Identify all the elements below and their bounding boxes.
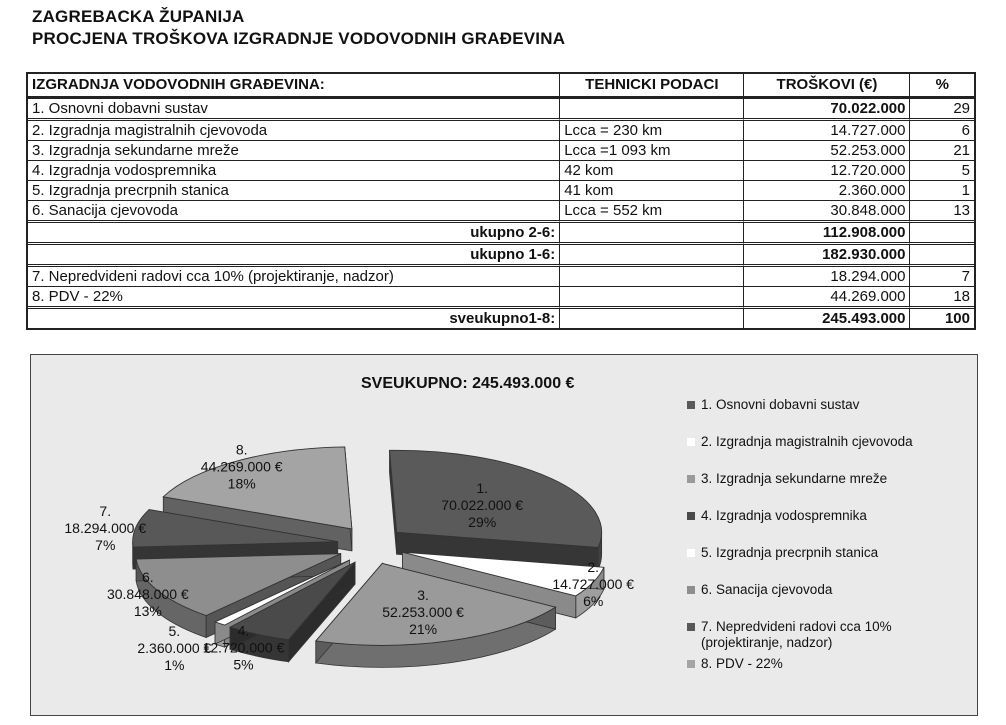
row-cost-cell: 12.720.000 xyxy=(744,161,910,181)
table-row xyxy=(28,287,974,309)
grand-total-label: sveukupno1-8: xyxy=(28,309,560,328)
legend-item xyxy=(687,397,859,413)
row-tech-cell: 42 kom xyxy=(560,161,744,181)
row-name-cell: 3. Izgradnja sekundarne mreže xyxy=(28,141,560,161)
legend-item xyxy=(687,508,867,524)
report-header xyxy=(32,6,565,50)
chart-title: SVEUKUPNO: 245.493.000 € xyxy=(361,375,575,392)
header-title-line1: ZAGREBACKA ŽUPANIJA xyxy=(32,7,245,26)
row-cost-cell: 30.848.000 xyxy=(744,201,910,223)
legend-swatch xyxy=(687,475,695,483)
header-title-line2: PROCJENA TROŠKOVA IZGRADNJE VODOVODNIH GRAĐEVINA xyxy=(32,29,566,48)
legend-item xyxy=(687,434,913,450)
row-percent-cell: 7 xyxy=(910,267,974,287)
row-tech-cell xyxy=(560,309,744,328)
slice-data-label: 5. 2.360.000 € 1% xyxy=(137,622,212,673)
legend-item xyxy=(687,545,878,561)
grand-total-row xyxy=(28,309,974,328)
row-tech-cell: Lcca = 552 km xyxy=(560,201,744,223)
column-header-percent: % xyxy=(910,74,974,97)
row-name-cell: 8. PDV - 22% xyxy=(28,287,560,309)
legend-label: 5. Izgradnja precrpnih stanica xyxy=(701,545,879,560)
row-percent-cell xyxy=(910,223,974,245)
row-cost-cell: 2.360.000 xyxy=(744,181,910,201)
legend-swatch xyxy=(687,512,695,520)
legend-swatch xyxy=(687,660,695,668)
table-row xyxy=(28,141,974,161)
row-tech-cell xyxy=(560,97,744,121)
legend-item xyxy=(687,656,783,672)
column-header-tech: TEHNICKI PODACI xyxy=(560,74,744,97)
row-percent-cell: 18 xyxy=(910,287,974,309)
row-cost-cell: 52.253.000 xyxy=(744,141,910,161)
table-row xyxy=(28,201,974,223)
row-tech-cell xyxy=(560,287,744,309)
table-header-row xyxy=(28,74,974,97)
table-row xyxy=(28,181,974,201)
row-percent-cell: 5 xyxy=(910,161,974,181)
slice-data-label: 2. 14.727.000 € 6% xyxy=(552,559,635,610)
subtotal-label: ukupno 2-6: xyxy=(28,223,560,245)
slice-data-label: 8. 44.269.000 € 18% xyxy=(200,441,283,492)
grand-total-percent: 100 xyxy=(944,309,970,327)
row-percent-cell: 29 xyxy=(910,97,974,121)
cost-table xyxy=(26,72,976,330)
subtotal-value: 182.930.000 xyxy=(744,245,910,267)
row-tech-cell xyxy=(560,223,744,245)
legend-label: 7. Nepredvideni radovi cca 10% (projektiranje, nadzor) xyxy=(701,619,892,650)
column-header-name: IZGRADNJA VODOVODNIH GRAĐEVINA: xyxy=(28,74,560,97)
legend-swatch xyxy=(687,623,695,631)
table-row xyxy=(28,121,974,141)
row-name-cell: 6. Sanacija cjevovoda xyxy=(28,201,560,223)
legend-swatch xyxy=(687,438,695,446)
slice-data-label: 1. 70.022.000 € 29% xyxy=(441,479,524,530)
row-name-cell: 4. Izgradnja vodospremnika xyxy=(28,161,560,181)
row-percent-cell xyxy=(910,245,974,267)
legend-label: 2. Izgradnja magistralnih cjevovoda xyxy=(701,434,913,449)
row-cost-cell: 44.269.000 xyxy=(744,287,910,309)
legend-swatch xyxy=(687,401,695,409)
row-name-cell: 2. Izgradnja magistralnih cjevovoda xyxy=(28,121,560,141)
legend-label: 1. Osnovni dobavni sustav xyxy=(701,397,860,412)
legend-label: 6. Sanacija cjevovoda xyxy=(701,582,833,597)
row-percent-cell: 13 xyxy=(910,201,974,223)
row-tech-cell: 41 kom xyxy=(560,181,744,201)
slice-data-label: 6. 30.848.000 € 13% xyxy=(106,568,189,619)
row-tech-cell: Lcca = 230 km xyxy=(560,121,744,141)
subtotal-row xyxy=(28,245,974,267)
row-percent-cell: 6 xyxy=(910,121,974,141)
legend-label: 3. Izgradnja sekundarne mreže xyxy=(701,471,888,486)
row-percent-cell: 21 xyxy=(910,141,974,161)
legend-label: 8. PDV - 22% xyxy=(701,656,783,671)
subtotal-value: 112.908.000 xyxy=(744,223,910,245)
legend-swatch xyxy=(687,549,695,557)
legend-swatch xyxy=(687,586,695,594)
table-row xyxy=(28,97,974,121)
row-name-cell: 1. Osnovni dobavni sustav xyxy=(28,97,560,121)
row-tech-cell: Lcca =1 093 km xyxy=(560,141,744,161)
column-header-cost: TROŠKOVI (€) xyxy=(744,74,910,97)
pie-chart-panel xyxy=(30,354,978,716)
grand-total-value: 245.493.000 xyxy=(744,309,910,328)
row-percent-cell: 1 xyxy=(910,181,974,201)
slice-data-label: 4. 12.720.000 € 5% xyxy=(202,622,285,673)
row-name-cell: 5. Izgradnja precrpnih stanica xyxy=(28,181,560,201)
row-cost-cell: 18.294.000 xyxy=(744,267,910,287)
legend-item xyxy=(687,582,832,598)
row-cost-cell: 14.727.000 xyxy=(744,121,910,141)
legend-label: 4. Izgradnja vodospremnika xyxy=(701,508,867,523)
slice-data-label: 7. 18.294.000 € 7% xyxy=(64,502,147,553)
subtotal-label: ukupno 1-6: xyxy=(28,245,560,267)
row-name-cell: 7. Nepredvideni radovi cca 10% (projektiranje, nadzor) xyxy=(28,267,560,287)
slice-data-label: 3. 52.253.000 € 21% xyxy=(382,586,464,637)
row-cost-cell: 70.022.000 xyxy=(744,97,910,121)
table-row xyxy=(28,267,974,287)
row-tech-cell xyxy=(560,245,744,267)
subtotal-row xyxy=(28,223,974,245)
table-row xyxy=(28,161,974,181)
legend-item xyxy=(687,471,887,487)
row-tech-cell xyxy=(560,267,744,287)
legend-item xyxy=(687,619,892,651)
